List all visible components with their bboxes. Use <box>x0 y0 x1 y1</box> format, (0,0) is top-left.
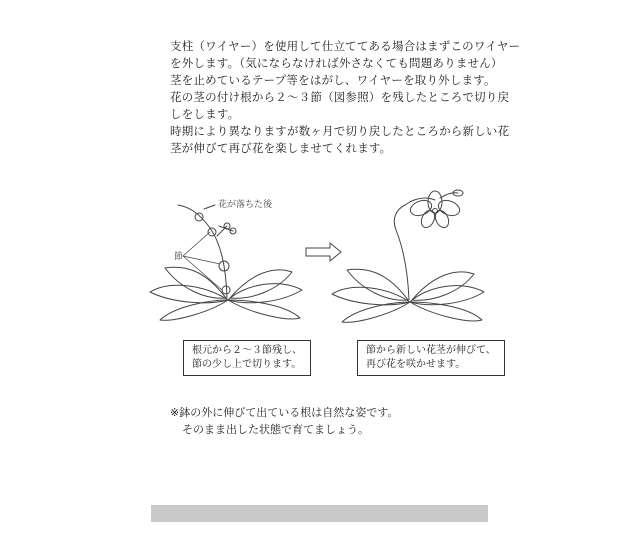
note-line: ※鉢の外に伸びて出ている根は自然な姿です。 <box>170 406 399 419</box>
intro-line: を外します。（気にならなければ外さなくても問題ありません） <box>170 56 503 70</box>
orchid-flower-icon <box>405 190 463 230</box>
intro-line: 時期により異なりますが数ヶ月で切り戻したところから新しい花 <box>170 124 510 138</box>
intro-line: 茎を止めているテープ等をはがし、ワイヤーを取り外します。 <box>170 73 496 87</box>
scissors-icon <box>217 223 236 236</box>
note-line: そのまま出した状態で育てましょう。 <box>182 423 369 436</box>
caption-left <box>183 340 311 376</box>
intro-line: 支柱（ワイヤー）を使用して仕立ててある場合はまずこのワイヤー <box>170 39 521 53</box>
note-text <box>170 404 398 438</box>
caption-right <box>357 340 505 376</box>
label-after-flowers-fall: 花が落ちた後 <box>218 200 273 210</box>
stem-node <box>195 213 203 221</box>
intro-line: 茎が伸びて再び花を楽しませてくれます。 <box>170 141 392 155</box>
right-plant-leaves <box>332 269 484 322</box>
label-node: 節 <box>174 252 184 262</box>
caption-right-line: 節から新しい花茎が伸びて、 <box>366 345 496 356</box>
intro-line: しをします。 <box>170 107 240 121</box>
caption-right-line: 再び花を咲かせます。 <box>366 359 466 370</box>
caption-left-line: 節の少し上で切ります。 <box>192 359 302 370</box>
orchid-illustration <box>140 180 500 330</box>
footer-bar <box>151 505 488 522</box>
right-arrow-icon <box>306 243 341 261</box>
caption-left-line: 根元から２～３節残し、 <box>192 345 302 356</box>
right-plant-stem <box>394 205 409 300</box>
intro-text <box>170 38 521 157</box>
intro-line: 花の茎の付け根から２～３節（図参照）を残したところで切り戻 <box>170 90 510 104</box>
